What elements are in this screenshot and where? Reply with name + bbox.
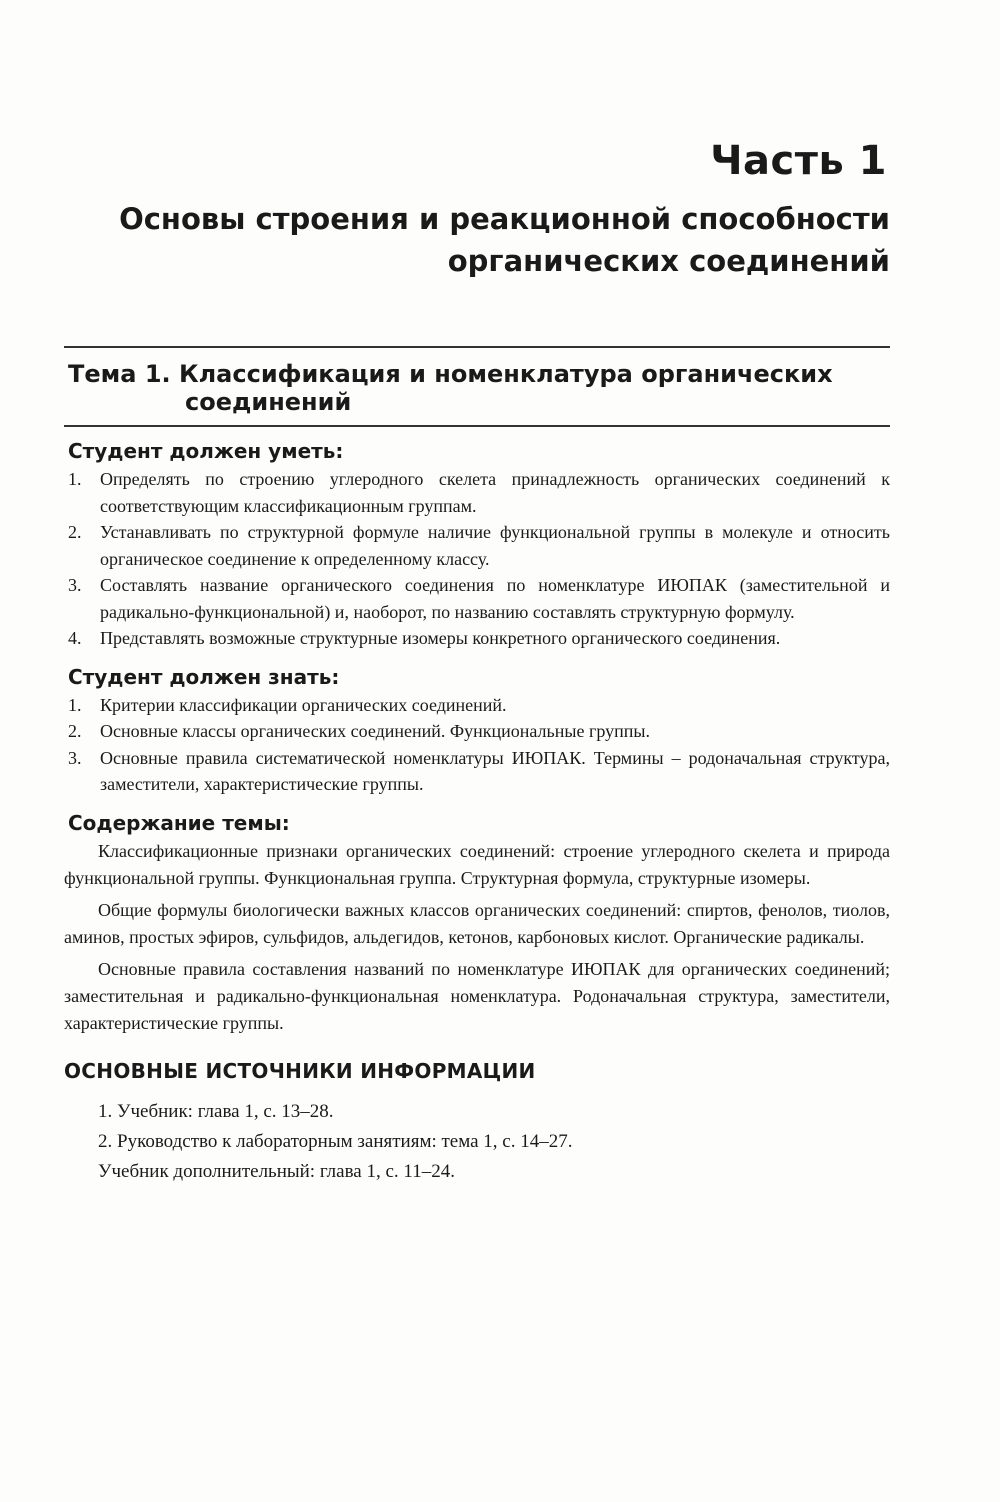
- list-item: [64, 466, 890, 519]
- list-item: [64, 718, 890, 745]
- source-line: 1. Учебник: глава 1, с. 13–28.: [98, 1100, 334, 1122]
- contents-paragraph: Классификационные признаки органических соединений: строение углеродного скелета и природа функциональной группы. Функциональная группа. Структурная формула, структурные изомеры.: [64, 840, 890, 888]
- list-item-text: Составлять название органического соединения по номенклатуре ИЮПАК (заместительной и радикально-функциональной) и, наоборот, по названию составлять структурную формулу.: [100, 575, 890, 622]
- part-title: Часть 1: [710, 138, 887, 184]
- source-line: Учебник дополнительный: глава 1, с. 11–24.: [98, 1160, 455, 1182]
- topic-header: [64, 346, 890, 427]
- topic-content: [64, 438, 890, 1187]
- list-item: [64, 572, 890, 625]
- list-item-number: 3.: [68, 747, 82, 768]
- skills-heading: Студент должен уметь:: [68, 439, 344, 463]
- part-subtitle: [30, 198, 890, 282]
- part-subtitle-line-2: органических соединений: [447, 244, 890, 278]
- knowledge-heading: Студент должен знать:: [68, 664, 340, 689]
- list-item-text: Представлять возможные структурные изомеры конкретного органического соединения.: [100, 628, 781, 648]
- list-item-text: Основные классы органических соединений. Функциональные группы.: [100, 721, 650, 741]
- list-item-number: 2.: [68, 721, 82, 741]
- list-item: [64, 745, 890, 798]
- knowledge-list: [64, 692, 890, 798]
- list-item-number: 1.: [68, 694, 82, 715]
- list-item: [64, 692, 890, 719]
- skills-list: [64, 466, 890, 652]
- sources-heading: ОСНОВНЫЕ ИСТОЧНИКИ ИНФОРМАЦИИ: [64, 1058, 536, 1083]
- list-item-text: Определять по строению углеродного скелета принадлежность органических соединений к соответствующим классификационным группам.: [100, 469, 890, 516]
- list-item-number: 3.: [68, 575, 82, 595]
- list-item-number: 2.: [68, 522, 82, 542]
- list-item-number: 1.: [68, 469, 82, 489]
- list-item-text: Устанавливать по структурной формуле наличие функциональной группы в молекуле и относить органическое соединение к определенному классу.: [100, 522, 890, 569]
- list-item-number: 4.: [68, 628, 82, 648]
- list-item-text: Основные правила систематической номенклатуры ИЮПАК. Термины – родоначальная структура, заместители, характеристические группы.: [100, 747, 890, 794]
- contents-heading: Содержание темы:: [68, 810, 290, 835]
- list-item: [64, 519, 890, 572]
- part-subtitle-line-1: Основы строения и реакционной способности: [119, 202, 890, 236]
- contents-paragraph: Общие формулы биологически важных классов органических соединений: спиртов, фенолов, тиолов, аминов, простых эфиров, сульфидов, альдегидов, кетонов, карбоновых кислот. Органические радикалы.: [64, 899, 890, 947]
- source-line: 2. Руководство к лабораторным занятиям: тема 1, с. 14–27.: [98, 1130, 573, 1152]
- list-item: [64, 625, 890, 652]
- topic-title: Тема 1. Классификация и номенклатура органических соединений: [68, 360, 833, 416]
- contents-paragraph: Основные правила составления названий по номенклатуре ИЮПАК для органических соединений; заместительная и радикально-функциональная номенклатура. Родоначальная структура, заместители, характеристические группы.: [64, 958, 890, 1033]
- list-item-text: Критерии классификации органических соединений.: [100, 694, 507, 715]
